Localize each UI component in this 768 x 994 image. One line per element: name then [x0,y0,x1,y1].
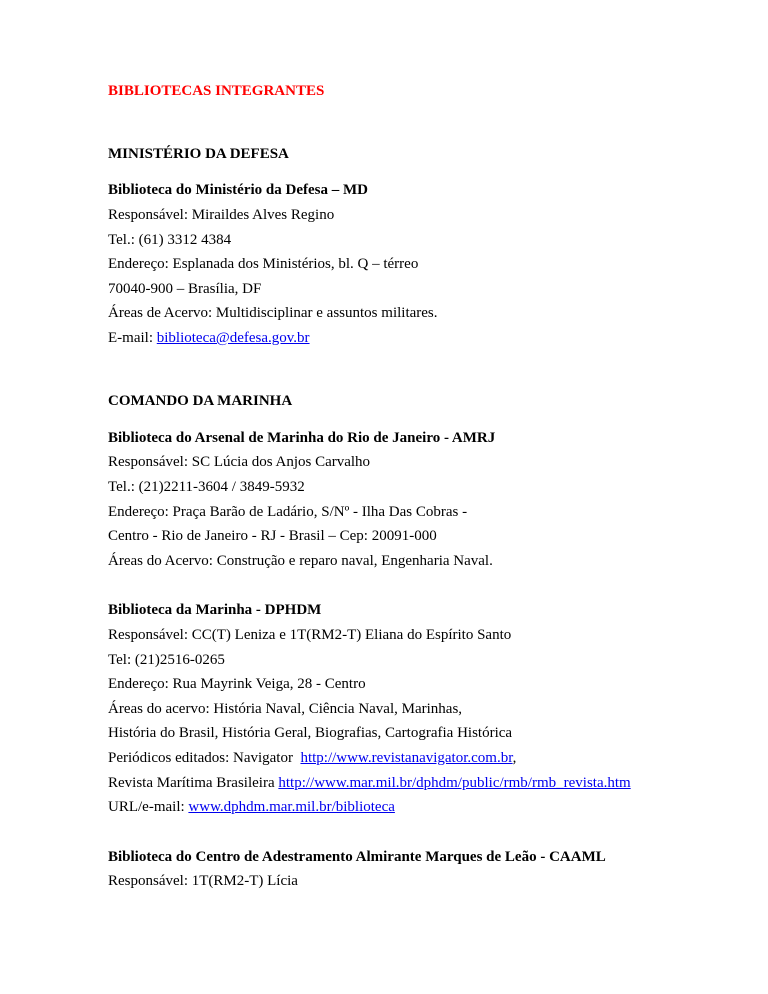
library-name-caaml: Biblioteca do Centro de Adestramento Almirante Marques de Leão - CAAML [108,849,606,865]
library-endereco-continued: Centro - Rio de Janeiro - RJ - Brasil – Cep: 20091-000 [108,528,437,544]
library-areas: Áreas do acervo: História Naval, Ciência Naval, Marinhas, [108,701,463,717]
document-title: BIBLIOTECAS INTEGRANTES [108,83,325,99]
library-name-dphdm: Biblioteca da Marinha - DPHDM [108,602,322,618]
library-areas-continued: História do Brasil, História Geral, Biografias, Cartografia Histórica [108,725,513,741]
revista-link[interactable]: http://www.mar.mil.br/dphdm/public/rmb/rmb_revista.htm [278,775,631,791]
library-responsavel: Responsável: CC(T) Leniza e 1T(RM2-T) Eliana do Espírito Santo [108,627,512,643]
library-revista-line [108,774,631,792]
library-responsavel: Responsável: SC Lúcia dos Anjos Carvalho [108,454,371,470]
library-url-line [108,798,395,816]
library-endereco: Endereço: Rua Mayrink Veiga, 28 - Centro [108,676,366,692]
library-areas: Áreas do Acervo: Construção e reparo naval, Engenharia Naval. [108,553,493,569]
url-label: URL/e-mail: [108,799,189,815]
revista-label: Revista Marítima Brasileira [108,775,279,791]
library-cep: 70040-900 – Brasília, DF [108,281,262,297]
section-heading-marinha: COMANDO DA MARINHA [108,393,293,409]
library-tel: Tel.: (21)2211-3604 / 3849-5932 [108,479,305,495]
biblioteca-url-link[interactable]: www.dphdm.mar.mil.br/biblioteca [188,799,395,815]
library-periodicos-line [108,749,516,767]
library-name-amrj: Biblioteca do Arsenal de Marinha do Rio de Janeiro - AMRJ [108,430,496,446]
section-heading-defesa: MINISTÉRIO DA DEFESA [108,146,289,162]
library-endereco: Endereço: Esplanada dos Ministérios, bl. Q – térreo [108,256,419,272]
email-link[interactable]: biblioteca@defesa.gov.br [156,330,310,346]
periodicos-label: Periódicos editados: Navigator [108,750,301,766]
navigator-link[interactable]: http://www.revistanavigator.com.br [300,750,513,766]
periodicos-suffix: , [512,750,517,766]
library-tel: Tel: (21)2516-0265 [108,652,225,668]
library-email-line [108,329,310,347]
library-tel: Tel.: (61) 3312 4384 [108,232,232,248]
library-responsavel: Responsável: Miraildes Alves Regino [108,207,335,223]
library-name-md: Biblioteca do Ministério da Defesa – MD [108,182,368,198]
library-areas: Áreas de Acervo: Multidisciplinar e assuntos militares. [108,305,438,321]
library-responsavel: Responsável: 1T(RM2-T) Lícia [108,873,298,889]
library-endereco: Endereço: Praça Barão de Ladário, S/Nº - Ilha Das Cobras - [108,504,468,520]
email-label: E-mail: [108,330,157,346]
